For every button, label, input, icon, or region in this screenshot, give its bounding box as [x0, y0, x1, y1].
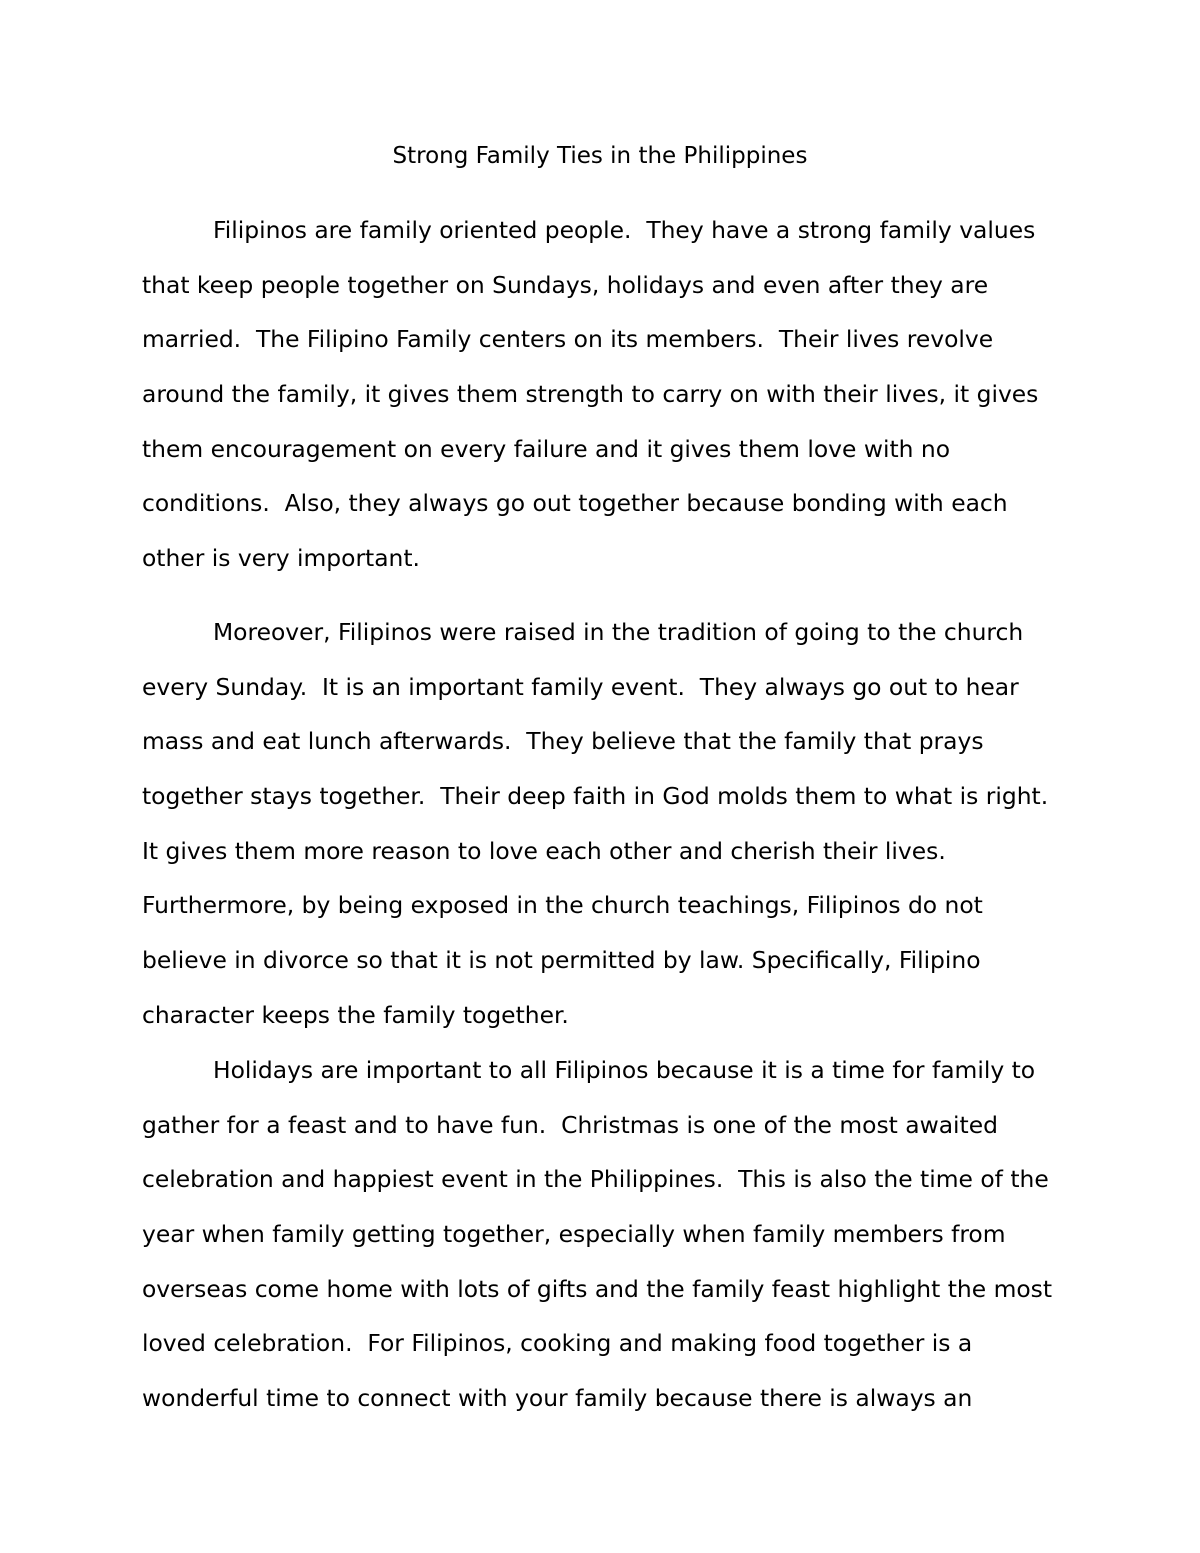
text-line: believe in divorce so that it is not permitted by law. Specifically, Filipino — [142, 946, 981, 975]
text-line: celebration and happiest event in the Philippines. This is also the time of the — [142, 1165, 1049, 1194]
text-line: together stays together. Their deep faith in God molds them to what is right. — [142, 782, 1049, 811]
paragraph-2 — [142, 614, 1102, 1052]
text-line: every Sunday. It is an important family event. They always go out to hear — [142, 672, 1019, 701]
text-line: Furthermore, by being exposed in the church teachings, Filipinos do not — [142, 891, 983, 920]
text-line: wonderful time to connect with your family because there is always an — [142, 1384, 973, 1413]
text-line: year when family getting together, especially when family members from — [142, 1220, 1006, 1249]
text-line: Moreover, Filipinos were raised in the tradition of going to the church — [213, 618, 1024, 646]
text-line: around the family, it gives them strength to carry on with their lives, it gives — [142, 380, 1039, 409]
text-line: mass and eat lunch afterwards. They believe that the family that prays — [142, 727, 984, 756]
text-line: loved celebration. For Filipinos, cooking and making food together is a — [142, 1329, 973, 1358]
text-line: conditions. Also, they always go out together because bonding with each — [142, 489, 1008, 518]
text-line: married. The Filipino Family centers on its members. Their lives revolve — [142, 325, 994, 354]
text-line: character keeps the family together. — [142, 1000, 569, 1029]
text-line: overseas come home with lots of gifts and the family feast highlight the most — [142, 1274, 1053, 1303]
document-title: Strong Family Ties in the Philippines — [392, 143, 808, 169]
text-line: gather for a feast and to have fun. Christmas is one of the most awaited — [142, 1110, 998, 1139]
paragraph-3 — [142, 1052, 1102, 1435]
paragraph-1 — [142, 212, 1102, 595]
text-line: It gives them more reason to love each other and cherish their lives. — [142, 836, 946, 865]
text-line: Filipinos are family oriented people. They have a strong family values — [213, 216, 1036, 244]
text-line: Holidays are important to all Filipinos because it is a time for family to — [213, 1056, 1036, 1084]
text-line: that keep people together on Sundays, holidays and even after they are — [142, 270, 989, 299]
text-line: them encouragement on every failure and it gives them love with no — [142, 434, 951, 463]
text-line: other is very important. — [142, 544, 420, 573]
